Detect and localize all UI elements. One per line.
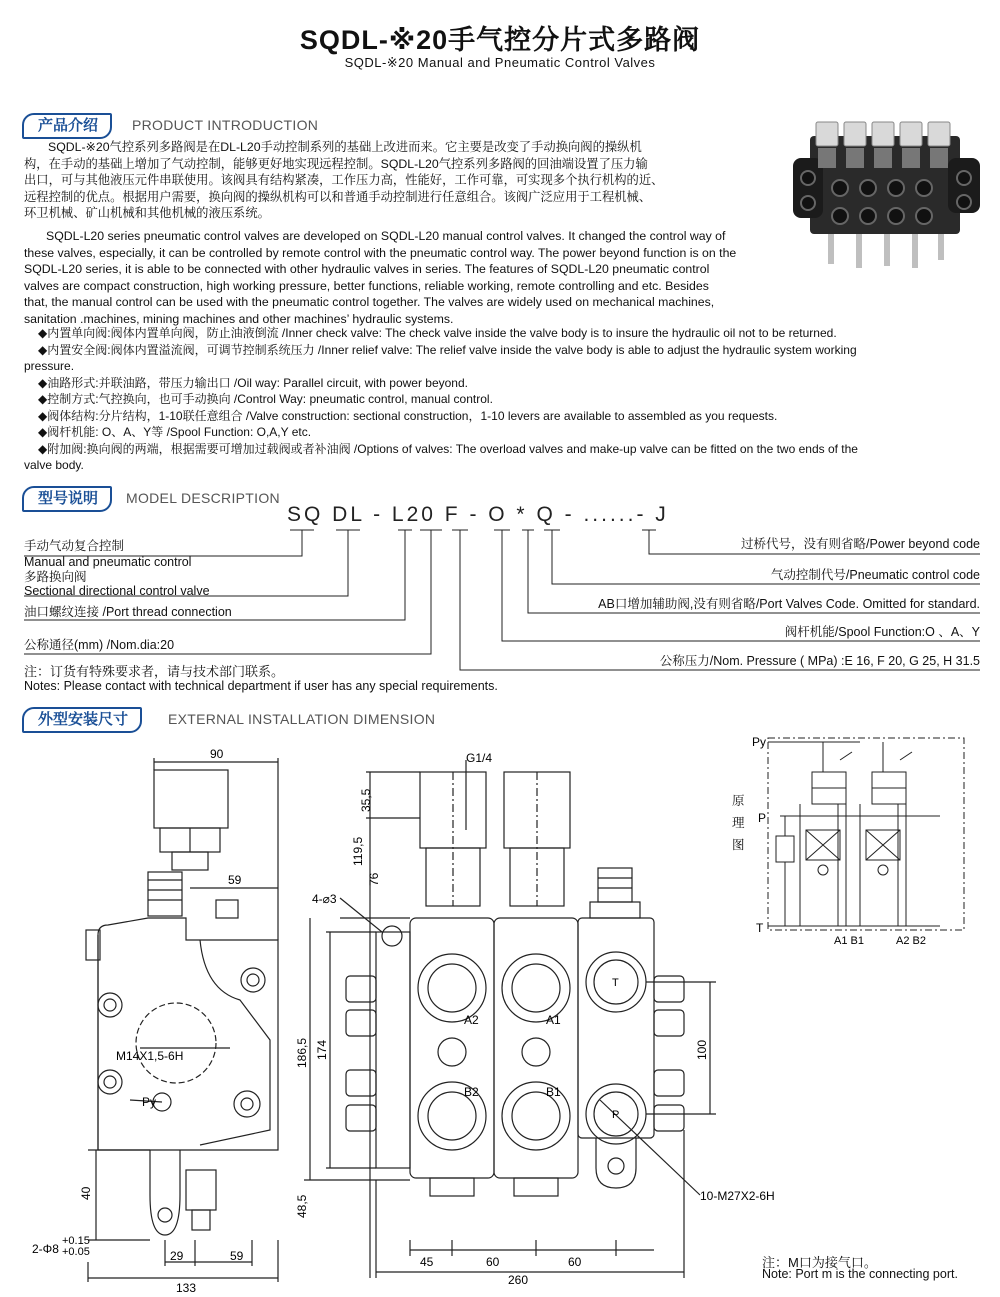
page-title: SQDL-※20手气控分片式多路阀 — [299, 25, 701, 55]
model-left-label: Manual and pneumatic control — [24, 555, 192, 569]
intro-en-line: sanitation .machines, mining machines and other machines’ hydraulic systems. — [24, 311, 454, 326]
schem-t: T — [756, 921, 764, 935]
model-left-label: 油口螺纹连接 /Port thread connection — [24, 605, 232, 619]
section-header-install — [22, 707, 462, 731]
side-view-drawing — [0, 740, 300, 1295]
hydraulic-schematic — [728, 728, 990, 948]
dim-76: 76 — [367, 872, 381, 886]
dim-100: 100 — [695, 1039, 709, 1060]
feature-bullet: ◆内置单向阀:阀体内置单向阀，防止油液倒流 /Inner check valve: The check valve inside the valve body is to insure the hydraulic oil not to be returned. — [38, 326, 837, 340]
model-left-label: Sectional directional control valve — [24, 584, 210, 598]
schem-p: P — [758, 811, 767, 825]
intro-cn-paragraph — [24, 139, 784, 222]
install-tag: 外型安装尺寸 — [22, 707, 142, 733]
page-subtitle: SQDL-※20 Manual and Pneumatic Control Valves — [344, 55, 656, 70]
model-left-label: 手动气动复合控制 — [24, 539, 125, 553]
dim-40: 40 — [79, 1186, 93, 1200]
port-b2: B2 — [464, 1085, 479, 1099]
pin-dia: 2-Φ8 — [32, 1242, 59, 1256]
intro-en-line: these valves, especially, it can be controlled by remote control with the pneumatic control way. The power beyond function is on the — [24, 245, 737, 260]
intro-tag: 产品介绍 — [22, 113, 112, 139]
intro-cn-line: 构，在手动的基础上增加了气动控制，能够更好地实现远程控制。SQDL-L20气控系列多路阀的回油端设置了压力输 — [24, 156, 648, 171]
feature-bullet: ◆阀体结构:分片结构，1-10联任意组合 /Valve construction: sectional construction，1-10 levers are available to assembled as you requests. — [38, 408, 778, 423]
port-py: Py — [142, 1095, 157, 1109]
dim-186-5: 186,5 — [295, 1037, 309, 1068]
port-t: T — [612, 977, 619, 989]
model-left-label: 公称通径(mm) /Nom.dia:20 — [24, 638, 175, 652]
schematic-label: 原理图 — [732, 794, 745, 852]
section-header-intro — [22, 113, 362, 137]
feature-bullet: ◆附加阀:换向阀的两端，根据需要可增加过载阀或者补油阀 /Options of valves: The overload valves and make-up valve can be fitted on the two ends of the — [38, 441, 858, 456]
feature-bullet: ◆油路形式:并联油路，带压力输出口 /Oil way: Parallel circuit, with power beyond. — [38, 375, 468, 390]
feature-bullet: valve body. — [24, 458, 84, 472]
intro-en-line: that, the manual control can be used with the pneumatic control together. The valves are widely used on mechanical machines, — [24, 295, 715, 309]
model-code: SQ DL - L20 F - O * Q - ......- J — [287, 503, 669, 526]
feature-bullets — [24, 325, 974, 474]
intro-en-paragraph — [24, 228, 984, 327]
model-right-label: AB口增加辅助阀,没有则省略/Port Valves Code. Omitted for standard. — [598, 597, 980, 611]
model-tag: 型号说明 — [22, 486, 112, 512]
pin-tol-up: +0.15 — [62, 1235, 90, 1247]
model-note-en: Notes: Please contact with technical department if user has any special requirements. — [24, 679, 498, 693]
dim-119-5: 119,5 — [351, 836, 365, 866]
intro-cn-line: 远程控制的优点。根据用户需要，换向阀的操纵机构可以和普通手动控制进行任意组合。该阀广泛应用于工程机械、 — [24, 189, 652, 204]
schem-a1b1: A1 B1 — [834, 935, 864, 947]
dim-60-a: 60 — [486, 1255, 500, 1269]
model-left-label: 多路换向阀 — [24, 570, 87, 584]
dim-4x3: 4-⌀3 — [312, 892, 337, 906]
model-right-label: 阀杆机能/Spool Function:O 、A、Y — [784, 625, 980, 639]
dim-59-bottom: 59 — [230, 1249, 244, 1263]
intro-en-line: SQDL-L20 series pneumatic control valves are developed on SQDL-L20 manual control valves. It changed the control way of — [46, 229, 726, 243]
schem-py: Py — [752, 735, 767, 749]
intro-en-line: SQDL-L20 series, it is able to be connected with other hydraulic valves in series. The features of SQDL-L20 pneumatic control — [24, 262, 710, 276]
install-note-en: Note: Port m is the connecting port. — [762, 1267, 958, 1281]
model-right-label: 公称压力/Nom. Pressure ( MPa) :E 16, F 20, G 25, H 31.5 — [659, 654, 980, 668]
dim-35-5: 35,5 — [359, 788, 373, 812]
dim-174: 174 — [315, 1039, 329, 1060]
feature-bullet: ◆阀杆机能: O、A、Y等 /Spool Function: O,A,Y etc. — [38, 425, 312, 439]
model-right-label: 气动控制代号/Pneumatic control code — [770, 568, 980, 582]
port-p: P — [612, 1109, 620, 1121]
thread-m14: M14X1,5-6H — [116, 1049, 184, 1063]
intro-cn-line: SQDL-※20气控系列多路阀是在DL-L20手动控制系列的基础上改进而来。它主要是改变了手动换向阀的操纵机 — [48, 140, 642, 154]
feature-bullet: ◆内置安全阀:阀体内置溢流阀，可调节控制系统压力 /Inner relief valve: The relief valve inside the valve body is able to adjust the hydraulic system working — [38, 342, 857, 357]
intro-en-heading: PRODUCT INTRODUCTION — [132, 117, 319, 133]
feature-bullet: pressure. — [24, 359, 75, 373]
dim-45: 45 — [420, 1255, 434, 1269]
dim-60-b: 60 — [568, 1255, 582, 1269]
model-en-heading: MODEL DESCRIPTION — [126, 490, 280, 506]
dim-260: 260 — [508, 1273, 529, 1287]
dim-133: 133 — [176, 1281, 197, 1295]
intro-cn-line: 出口，可与其他液压元件串联使用。该阀具有结构紧凑，工作压力高，性能好，工作可靠，可实现多个执行机构的近、 — [24, 173, 664, 187]
dim-59-top: 59 — [228, 873, 242, 887]
dim-29: 29 — [170, 1249, 184, 1263]
port-a1: A1 — [546, 1013, 561, 1027]
port-b1: B1 — [546, 1085, 561, 1099]
model-note-cn: 注：订货有特殊要求者，请与技术部门联系。 — [24, 664, 285, 679]
feature-bullet: ◆控制方式:气控换向，也可手动换向 /Control Way: pneumatic control, manual control. — [38, 392, 493, 406]
dim-48-5: 48,5 — [295, 1194, 309, 1218]
schem-a2b2: A2 B2 — [896, 935, 926, 947]
port-a2: A2 — [464, 1013, 479, 1027]
install-note-cn: 注：M口为接气口。 — [762, 1255, 877, 1270]
dim-g14: G1/4 — [466, 751, 493, 765]
pin-tol-down: +0.05 — [62, 1246, 90, 1258]
ports-thread: 10-M27X2-6H — [700, 1189, 775, 1203]
dim-90: 90 — [210, 747, 224, 761]
model-right-label: 过桥代号，没有则省略/Power beyond code — [741, 537, 980, 551]
intro-cn-line: 环卫机械、矿山机械和其他机械的液压系统。 — [24, 206, 270, 220]
install-en-heading: EXTERNAL INSTALLATION DIMENSION — [168, 711, 436, 727]
intro-en-line: valves are compact construction, high working pressure, better functions, reliable working, remote controlling and etc. Besides — [24, 278, 709, 293]
